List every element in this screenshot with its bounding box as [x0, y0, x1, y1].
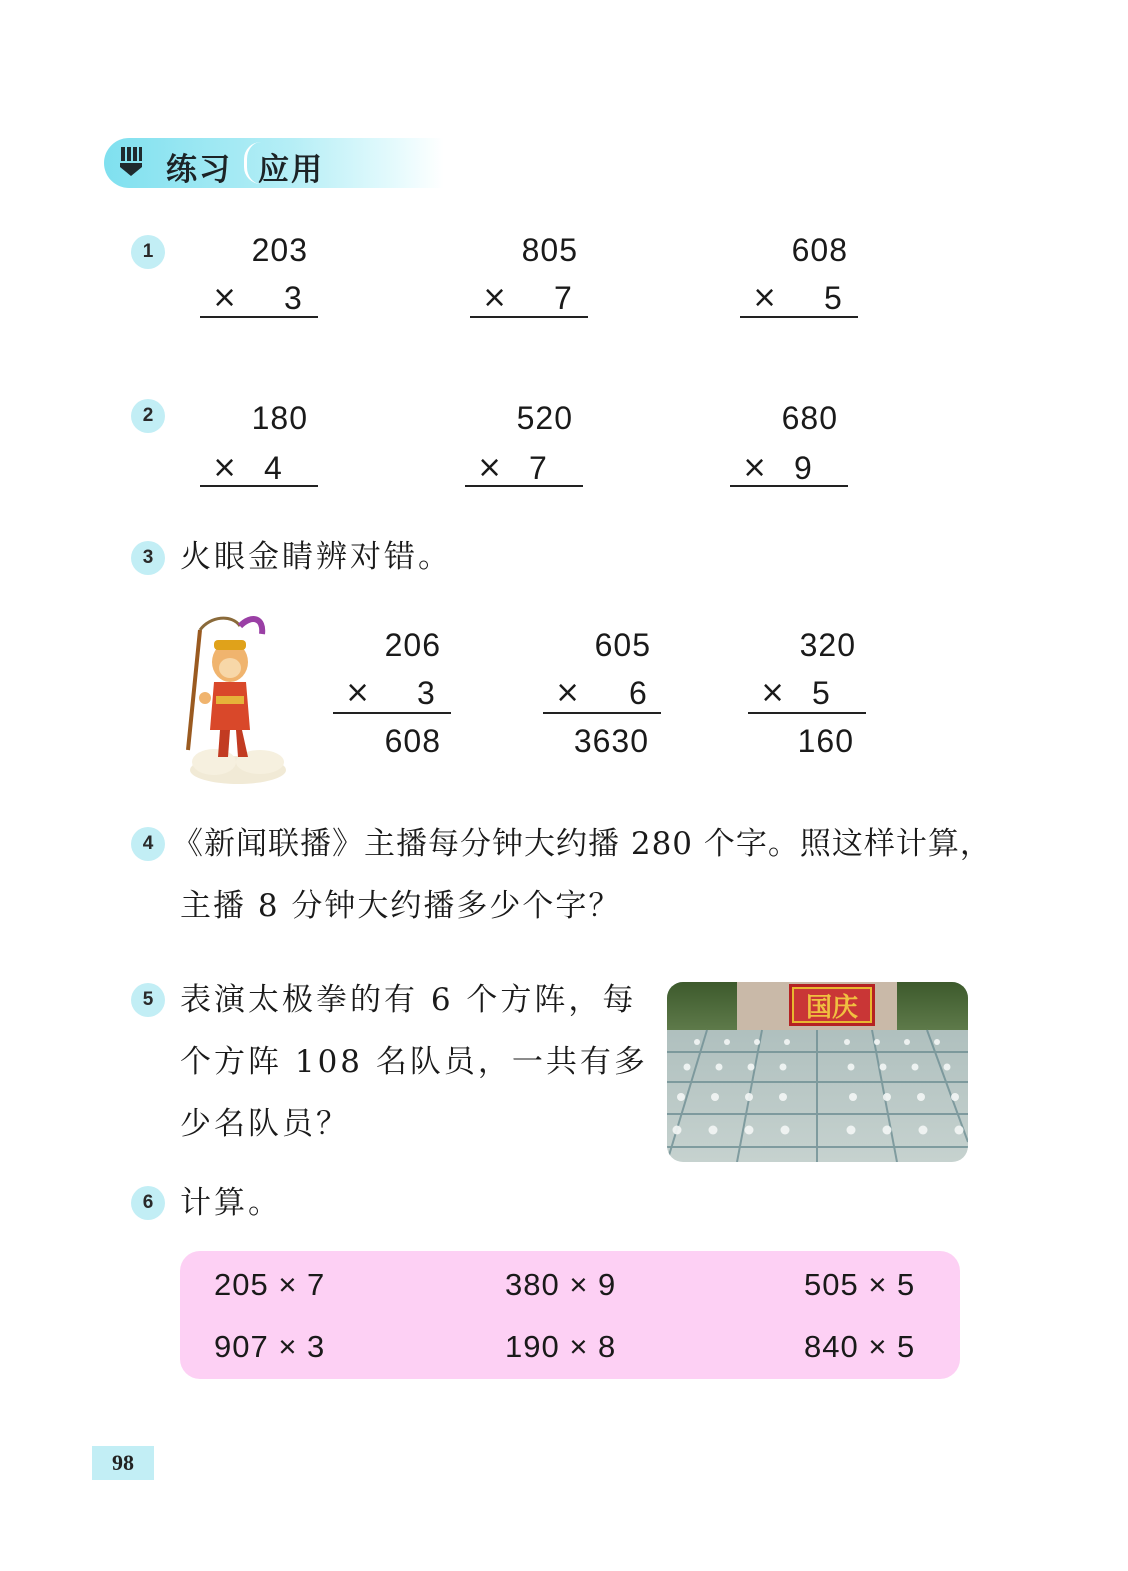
multiplicand: 206 [384, 627, 441, 663]
answer-line [465, 485, 583, 487]
times-sign: × [477, 450, 503, 485]
answer-line [543, 712, 661, 714]
question-number-6: 6 [131, 1186, 165, 1220]
question-number-5: 5 [131, 983, 165, 1017]
question-3-text: 火眼金睛辨对错。 [180, 539, 452, 575]
given-answer: 3630 [573, 723, 649, 759]
multiplicand: 680 [781, 400, 838, 436]
question-5-line-3: 少名队员？ [180, 1106, 350, 1142]
answer-line [470, 316, 588, 318]
multiplicand: 605 [594, 627, 651, 663]
vertical-multiplication [470, 230, 590, 350]
answer-line [748, 712, 866, 714]
times-sign: × [212, 450, 238, 485]
question-number-2: 2 [131, 399, 165, 433]
vertical-multiplication [333, 625, 453, 765]
vertical-multiplication [748, 625, 868, 765]
given-answer: 160 [797, 723, 854, 759]
section-title-practice: 练习 [166, 152, 232, 188]
question-6-text: 计算。 [180, 1185, 282, 1221]
answer-line [730, 485, 848, 487]
multiplicand: 805 [521, 232, 578, 268]
question-5-line-2: 个方阵 108 名队员，一共有多 [180, 1044, 648, 1080]
answer-line [200, 316, 318, 318]
answer-line [740, 316, 858, 318]
multiplicand: 180 [251, 400, 308, 436]
multiplier: 4 [264, 450, 282, 486]
question-number-1: 1 [131, 235, 165, 269]
times-sign: × [760, 675, 786, 710]
multiplicand: 320 [799, 627, 856, 663]
expression: 907 × 3 [214, 1329, 326, 1364]
section-title-apply: 应用 [258, 152, 324, 188]
multiplier: 9 [794, 450, 812, 486]
multiplier: 3 [284, 280, 302, 316]
vertical-multiplication [200, 398, 320, 518]
expression: 840 × 5 [804, 1329, 916, 1364]
vertical-multiplication [740, 230, 860, 350]
section-banner [104, 138, 444, 188]
expression: 380 × 9 [505, 1267, 617, 1302]
given-answer: 608 [384, 723, 441, 759]
expression: 205 × 7 [214, 1267, 326, 1302]
multiplier: 3 [417, 675, 435, 711]
times-sign: × [742, 450, 768, 485]
times-sign: × [555, 675, 581, 710]
multiplicand: 608 [791, 232, 848, 268]
question-4-line-2: 主播 8 分钟大约播多少个字？ [180, 888, 622, 924]
vertical-multiplication [200, 230, 320, 350]
question-4-line-1: 《新闻联播》主播每分钟大约播 280 个字。照这样计算， [172, 826, 992, 862]
times-sign: × [752, 280, 778, 315]
vertical-multiplication [543, 625, 663, 765]
times-sign: × [212, 280, 238, 315]
page-number: 98 [92, 1446, 154, 1480]
vertical-multiplication [730, 398, 850, 518]
multiplier: 5 [824, 280, 842, 316]
expression: 190 × 8 [505, 1329, 617, 1364]
question-number-4: 4 [131, 827, 165, 861]
vertical-multiplication [465, 398, 585, 518]
pencil-icon [118, 147, 144, 177]
tai-chi-square-photo [667, 982, 968, 1162]
times-sign: × [345, 675, 371, 710]
calculation-box [180, 1251, 960, 1379]
answer-line [333, 712, 451, 714]
multiplicand: 203 [251, 232, 308, 268]
question-number-3: 3 [131, 541, 165, 575]
multiplier: 5 [812, 675, 830, 711]
monkey-king-illustration [180, 612, 290, 787]
question-5-line-1: 表演太极拳的有 6 个方阵，每 [180, 982, 637, 1018]
answer-line [200, 485, 318, 487]
photo-sign-text: 国庆 [805, 993, 859, 1023]
times-sign: × [482, 280, 508, 315]
expression: 505 × 5 [804, 1267, 916, 1302]
multiplier: 7 [529, 450, 547, 486]
multiplicand: 520 [516, 400, 573, 436]
multiplier: 7 [554, 280, 572, 316]
multiplier: 6 [629, 675, 647, 711]
